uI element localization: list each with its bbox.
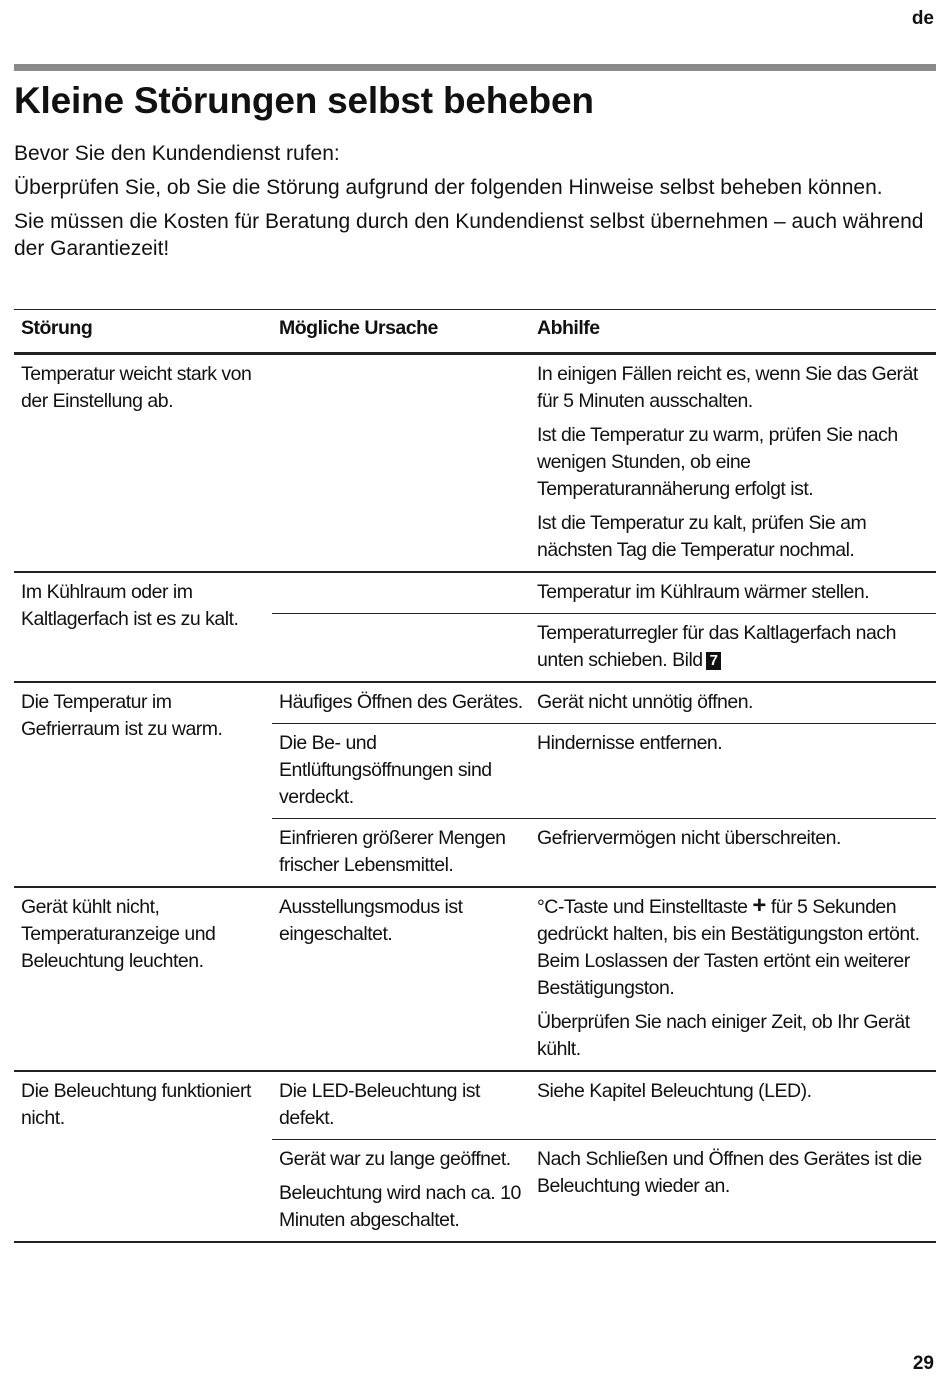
cause-cell <box>272 354 530 573</box>
cause-text: Einfrieren größerer Mengen frischer Lebensmittel. <box>279 827 506 876</box>
cause-cell <box>272 724 530 819</box>
remedy-text: Überprüfen Sie nach einiger Zeit, ob Ihr Gerät kühlt. <box>537 1011 910 1060</box>
remedy-text-part: Temperaturregler für das Kaltlagerfach nach unten schieben. Bild <box>537 622 896 671</box>
problem-cell <box>14 887 272 1071</box>
cause-cell <box>272 1071 530 1140</box>
cause-text: Ausstellungsmodus ist eingeschaltet. <box>279 896 463 945</box>
cause-cell <box>272 1140 530 1243</box>
table-row <box>14 887 936 1071</box>
language-code: de <box>911 8 934 29</box>
remedy-cell <box>530 724 936 819</box>
problem-text: Gerät kühlt nicht, Temperaturanzeige und Beleuchtung leuchten. <box>21 896 216 972</box>
cause-cell <box>272 572 530 614</box>
remedy-text: Nach Schließen und Öffnen des Gerätes ist die Beleuchtung wieder an. <box>537 1148 922 1197</box>
cause-text: Gerät war zu lange geöffnet. <box>279 1148 511 1170</box>
table-header-row <box>14 310 936 354</box>
remedy-text: Siehe Kapitel Beleuchtung (LED). <box>537 1080 812 1102</box>
cause-text: Beleuchtung wird nach ca. 10 Minuten abgeschaltet. <box>279 1182 521 1231</box>
intro-paragraph: Bevor Sie den Kundendienst rufen: <box>14 142 340 165</box>
remedy-cell <box>530 572 936 614</box>
column-header-problem: Störung <box>14 310 272 354</box>
remedy-text <box>537 620 929 674</box>
remedy-cell <box>530 1071 936 1140</box>
troubleshooting-table <box>14 309 936 1243</box>
remedy-text-part: für 5 Sekunden gedrückt halten, bis ein Bestätigungston ertönt. Beim Loslassen der Tasten ertönt ein weiterer Bestätigungston. <box>537 896 920 999</box>
table-row <box>14 682 936 724</box>
cause-cell <box>272 819 530 888</box>
remedy-text: Ist die Temperatur zu kalt, prüfen Sie am nächsten Tag die Temperatur nochmal. <box>537 512 867 561</box>
problem-text: Die Beleuchtung funktioniert nicht. <box>21 1080 251 1129</box>
remedy-cell <box>530 1140 936 1243</box>
cause-text: Die LED-Beleuchtung ist defekt. <box>279 1080 480 1129</box>
problem-cell <box>14 354 272 573</box>
cause-cell <box>272 682 530 724</box>
remedy-text-part: °C-Taste und Einstelltaste <box>537 896 748 918</box>
column-header-remedy: Abhilfe <box>530 310 936 354</box>
remedy-cell <box>530 819 936 888</box>
problem-cell <box>14 572 272 682</box>
problem-text: Temperatur weicht stark von der Einstellung ab. <box>21 363 252 412</box>
figure-reference-badge: 7 <box>706 652 722 670</box>
remedy-text <box>537 894 929 1002</box>
remedy-cell <box>530 614 936 683</box>
intro-paragraph: Sie müssen die Kosten für Beratung durch den Kundendienst selbst übernehmen – auch während der Garantiezeit! <box>14 210 924 260</box>
problem-cell <box>14 1071 272 1242</box>
intro-text <box>14 140 934 269</box>
header-rule <box>14 64 936 71</box>
problem-cell <box>14 682 272 887</box>
intro-paragraph: Überprüfen Sie, ob Sie die Störung aufgrund der folgenden Hinweise selbst beheben können. <box>14 176 883 199</box>
page-title: Kleine Störungen selbst beheben <box>14 80 594 121</box>
table-row <box>14 1071 936 1140</box>
plus-key-icon: + <box>752 892 766 919</box>
remedy-cell <box>530 682 936 724</box>
remedy-text: In einigen Fällen reicht es, wenn Sie das Gerät für 5 Minuten ausschalten. <box>537 363 918 412</box>
cause-cell <box>272 614 530 683</box>
remedy-text: Gefriervermögen nicht überschreiten. <box>537 827 841 849</box>
cause-text: Häufiges Öffnen des Gerätes. <box>279 691 523 713</box>
problem-text: Die Temperatur im Gefrierraum ist zu warm. <box>21 691 223 740</box>
page-number: 29 <box>912 1353 934 1374</box>
remedy-text: Gerät nicht unnötig öffnen. <box>537 691 753 713</box>
column-header-cause: Mögliche Ursache <box>272 310 530 354</box>
remedy-text: Hindernisse entfernen. <box>537 732 723 754</box>
remedy-text: Temperatur im Kühlraum wärmer stellen. <box>537 581 870 603</box>
cause-cell <box>272 887 530 1071</box>
problem-text: Im Kühlraum oder im Kaltlagerfach ist es zu kalt. <box>21 581 239 630</box>
table-row <box>14 354 936 573</box>
table-row <box>14 572 936 614</box>
remedy-cell <box>530 354 936 573</box>
remedy-cell <box>530 887 936 1071</box>
remedy-text: Ist die Temperatur zu warm, prüfen Sie nach wenigen Stunden, ob eine Temperaturannäherung erfolgt ist. <box>537 424 898 500</box>
cause-text: Die Be- und Entlüftungsöffnungen sind verdeckt. <box>279 732 492 808</box>
